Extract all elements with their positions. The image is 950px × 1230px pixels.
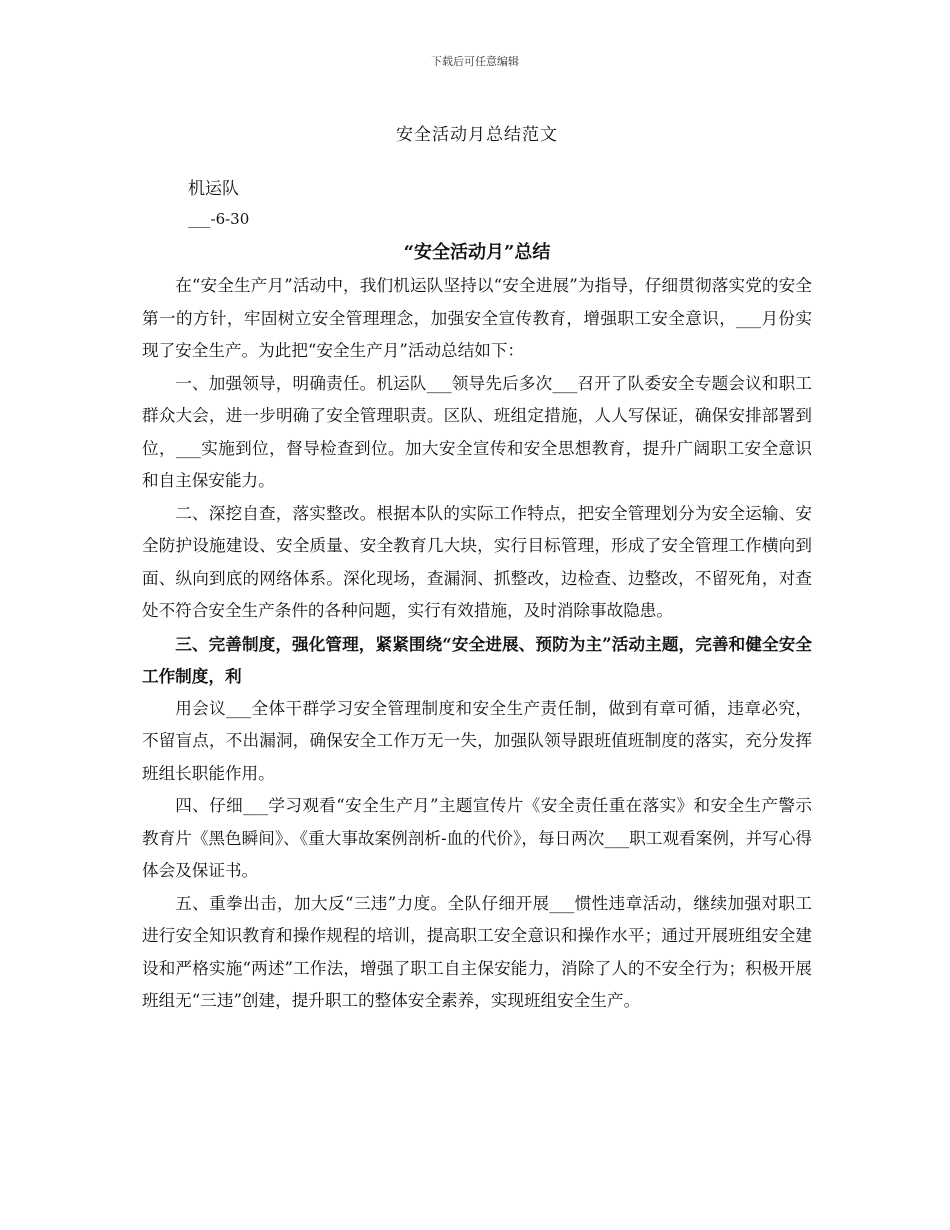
page-header-note: 下载后可任意编辑 <box>431 55 519 68</box>
document-title: 安全活动月总结范文 <box>396 125 558 145</box>
unit-name: 机运队 <box>188 179 239 199</box>
paragraph-section-5: 五、重拳出击，加大反“三违”力度。全队仔细开展___惯性违章活动，继续加强对职工进行安全知识教育和操作规程的培训，提高职工安全意识和操作水平；通过开展班组安全建设和严格实施“两述”工作法，增强了职工自主保安能力，消除了人的不安全行为；积极开展班组无“三违”创建，提升职工的整体安全素养，实现班组安全生产。 <box>142 893 812 1010</box>
document-date: ___-6-30 <box>188 210 250 228</box>
paragraph-section-3-heading: 三、完善制度，强化管理，紧紧围绕“安全进展、预防为主”活动主题，完善和健全安全工作制度，利 <box>142 633 812 686</box>
paragraph-section-2: 二、深挖自查，落实整改。根据本队的实际工作特点，把安全管理划分为安全运输、安全防护设施建设、安全质量、安全教育几大块，实行目标管理，形成了安全管理工作横向到面、纵向到底的网络体系。深化现场，查漏洞、抓整改，边检查、边整改，不留死角，对查处不符合安全生产条件的各种问题，实行有效措施，及时消除事故隐患。 <box>142 503 812 620</box>
document-subtitle: “安全活动月”总结 <box>403 242 551 263</box>
paragraph-section-3-body: 用会议___全体干群学习安全管理制度和安全生产责任制，做到有章可循，违章必究，不留盲点，不出漏洞，确保安全工作万无一失，加强队领导跟班值班制度的落实，充分发挥班组长职能作用。 <box>142 698 812 783</box>
paragraph-intro: 在“安全生产月”活动中，我们机运队坚持以“安全进展”为指导，仔细贯彻落实党的安全第一的方针，牢固树立安全管理理念，加强安全宣传教育，增强职工安全意识，___月份实现了安全生产。为此把“安全生产月”活动总结如下： <box>142 276 812 360</box>
paragraph-section-4: 四、仔细___学习观看“安全生产月”主题宣传片《安全责任重在落实》和安全生产警示教育片《黑色瞬间》、《重大事故案例剖析-血的代价》，每日两次___职工观看案例，并写心得体会及保证书。 <box>142 796 812 880</box>
document-body <box>142 118 812 1018</box>
paragraph-section-1: 一、加强领导，明确责任。机运队___领导先后多次___召开了队委安全专题会议和职工群众大会，进一步明确了安全管理职责。区队、班组定措施，人人写保证，确保安排部署到位，___实施到位，督导检查到位。加大安全宣传和安全思想教育，提升广阔职工安全意识和自主保安能力。 <box>142 373 812 490</box>
